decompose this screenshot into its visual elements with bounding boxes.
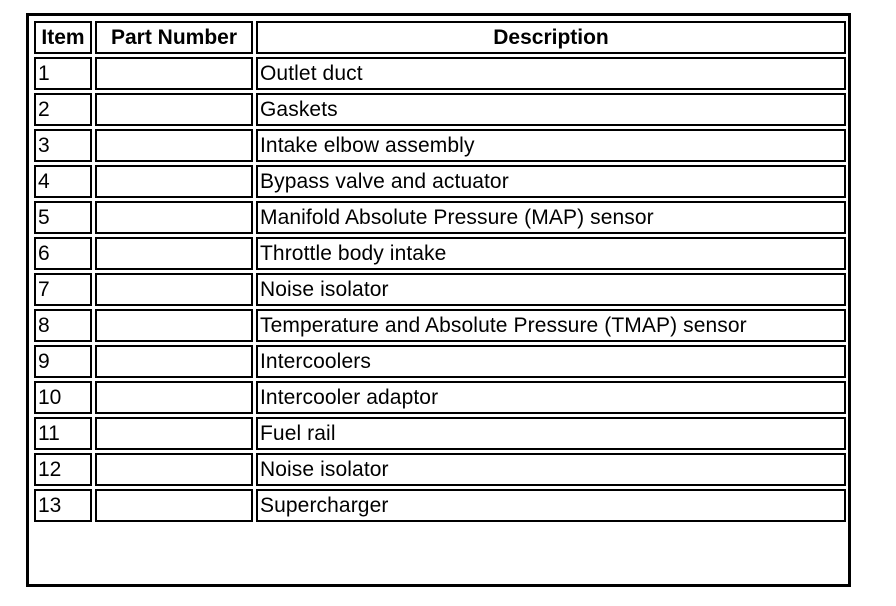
cell-part-number: [95, 165, 253, 198]
cell-part-number: [95, 237, 253, 270]
table-row: [34, 129, 846, 162]
cell-item: 4: [34, 165, 92, 198]
cell-part-number: [95, 417, 253, 450]
cell-description: Outlet duct: [256, 57, 846, 90]
table-row: [34, 273, 846, 306]
table-row: [34, 345, 846, 378]
parts-table-frame: [26, 13, 851, 587]
header-item: Item: [34, 21, 92, 54]
cell-part-number: [95, 309, 253, 342]
cell-description: Throttle body intake: [256, 237, 846, 270]
cell-part-number: [95, 453, 253, 486]
table-row: [34, 309, 846, 342]
cell-item: 8: [34, 309, 92, 342]
cell-item: 2: [34, 93, 92, 126]
cell-item: 1: [34, 57, 92, 90]
cell-description: Gaskets: [256, 93, 846, 126]
cell-item: 10: [34, 381, 92, 414]
cell-item: 13: [34, 489, 92, 522]
cell-description: Fuel rail: [256, 417, 846, 450]
cell-description: Supercharger: [256, 489, 846, 522]
cell-item: 5: [34, 201, 92, 234]
table-header-row: [34, 21, 846, 54]
cell-item: 7: [34, 273, 92, 306]
table-row: [34, 453, 846, 486]
table-row: [34, 489, 846, 522]
cell-description: Manifold Absolute Pressure (MAP) sensor: [256, 201, 846, 234]
cell-item: 12: [34, 453, 92, 486]
table-row: [34, 165, 846, 198]
table-row: [34, 381, 846, 414]
table-row: [34, 417, 846, 450]
cell-part-number: [95, 273, 253, 306]
table-row: [34, 201, 846, 234]
cell-item: 9: [34, 345, 92, 378]
cell-part-number: [95, 129, 253, 162]
cell-part-number: [95, 381, 253, 414]
parts-table: [31, 18, 849, 525]
cell-item: 3: [34, 129, 92, 162]
cell-description: Noise isolator: [256, 273, 846, 306]
table-row: [34, 237, 846, 270]
header-description: Description: [256, 21, 846, 54]
cell-description: Intake elbow assembly: [256, 129, 846, 162]
cell-item: 6: [34, 237, 92, 270]
cell-description: Temperature and Absolute Pressure (TMAP) sensor: [256, 309, 846, 342]
cell-description: Noise isolator: [256, 453, 846, 486]
cell-description: Intercoolers: [256, 345, 846, 378]
cell-part-number: [95, 489, 253, 522]
cell-part-number: [95, 345, 253, 378]
table-row: [34, 93, 846, 126]
cell-description: Intercooler adaptor: [256, 381, 846, 414]
cell-part-number: [95, 93, 253, 126]
header-part-number: Part Number: [95, 21, 253, 54]
cell-description: Bypass valve and actuator: [256, 165, 846, 198]
table-row: [34, 57, 846, 90]
cell-part-number: [95, 201, 253, 234]
cell-part-number: [95, 57, 253, 90]
cell-item: 11: [34, 417, 92, 450]
